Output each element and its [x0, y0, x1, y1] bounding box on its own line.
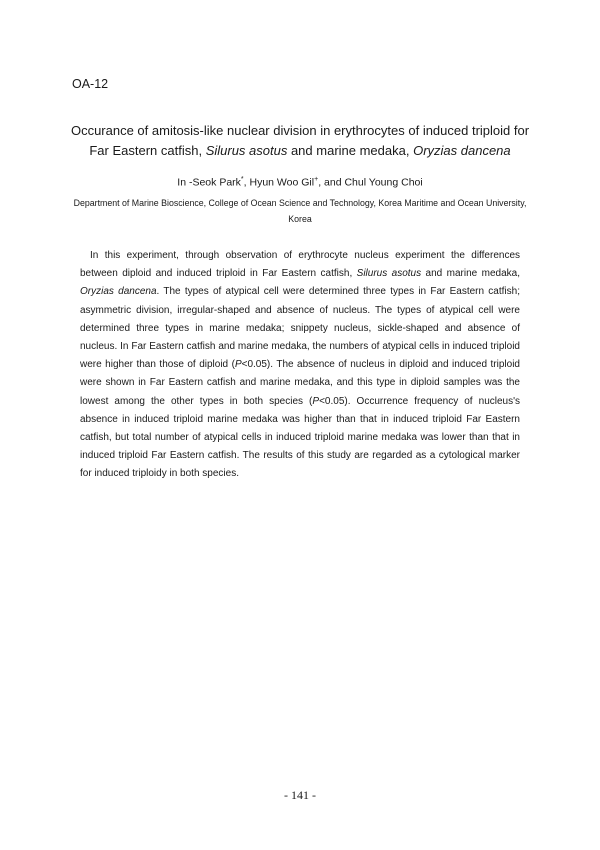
p-value-symbol: P — [312, 395, 320, 407]
author-1: In -Seok Park — [177, 176, 241, 189]
author-separator: , — [243, 176, 250, 189]
abstract-text: and marine medaka, — [421, 268, 521, 280]
abstract-text: <0.05). The absence of nucleus in diploid and induced triploid were shown in Far Eastern catfish and marine medaka, and this type in diploid samples was the lowest among the other types in both species ( — [80, 359, 520, 407]
page-number: - 141 - — [284, 788, 316, 802]
affiliation: Department of Marine Bioscience, College of Ocean Science and Technology, Korea Maritime and Ocean University, Korea — [73, 198, 527, 224]
author-separator-2: , and — [318, 176, 345, 189]
title-text-2: and marine medaka, — [287, 143, 414, 158]
author-list — [60, 176, 540, 189]
abstract-text: In this experiment, through observation of erythrocyte nucleus experiment the differences between diploid and induced triploid in Far Eastern catfish, — [80, 250, 520, 280]
author-1-mark: * — [240, 176, 244, 183]
abstract-text: . The types of atypical cell were determined three types in Far Eastern catfish; asymmetric division, irregular-shaped and absence of nucleus. The types of atypical cell were determined three types in marine medaka; snippety nucleus, sickle-shaped and absence of nucleus. In Far Eastern catfish and marine medaka, the numbers of atypical cells in induced triploid were higher than those of diploid ( — [80, 286, 520, 371]
abstract-text: <0.05). Occurrence frequency of nucleus's absence in induced triploid marine medaka was higher than that in induced triploid Far Eastern catfish, but total number of atypical cells in induced triploid marine medaka was lower than that in induced triploid Far Eastern catfish. The results of this study are regarded as a cytological marker for induced triploidy in both species. — [80, 395, 521, 480]
p-value-symbol: P — [234, 359, 242, 371]
paper-title — [60, 121, 540, 161]
author-3: Chul Young Choi — [344, 176, 423, 189]
title-species-medaka: Oryzias dancena — [413, 143, 511, 158]
abstract-species-catfish: Silurus asotus — [356, 268, 422, 280]
abstract-code: OA-12 — [72, 77, 109, 91]
abstract-species-medaka: Oryzias dancena — [80, 286, 157, 298]
title-text: Occurance of amitosis-like nuclear division in erythrocytes of induced triploid for Far Eastern catfish, — [70, 123, 530, 158]
title-species-catfish: Silurus asotus — [205, 143, 288, 158]
abstract-paragraph — [80, 247, 520, 484]
author-2-mark: + — [314, 176, 319, 183]
author-2: Hyun Woo Gil — [249, 176, 315, 189]
abstract-body — [80, 247, 520, 484]
